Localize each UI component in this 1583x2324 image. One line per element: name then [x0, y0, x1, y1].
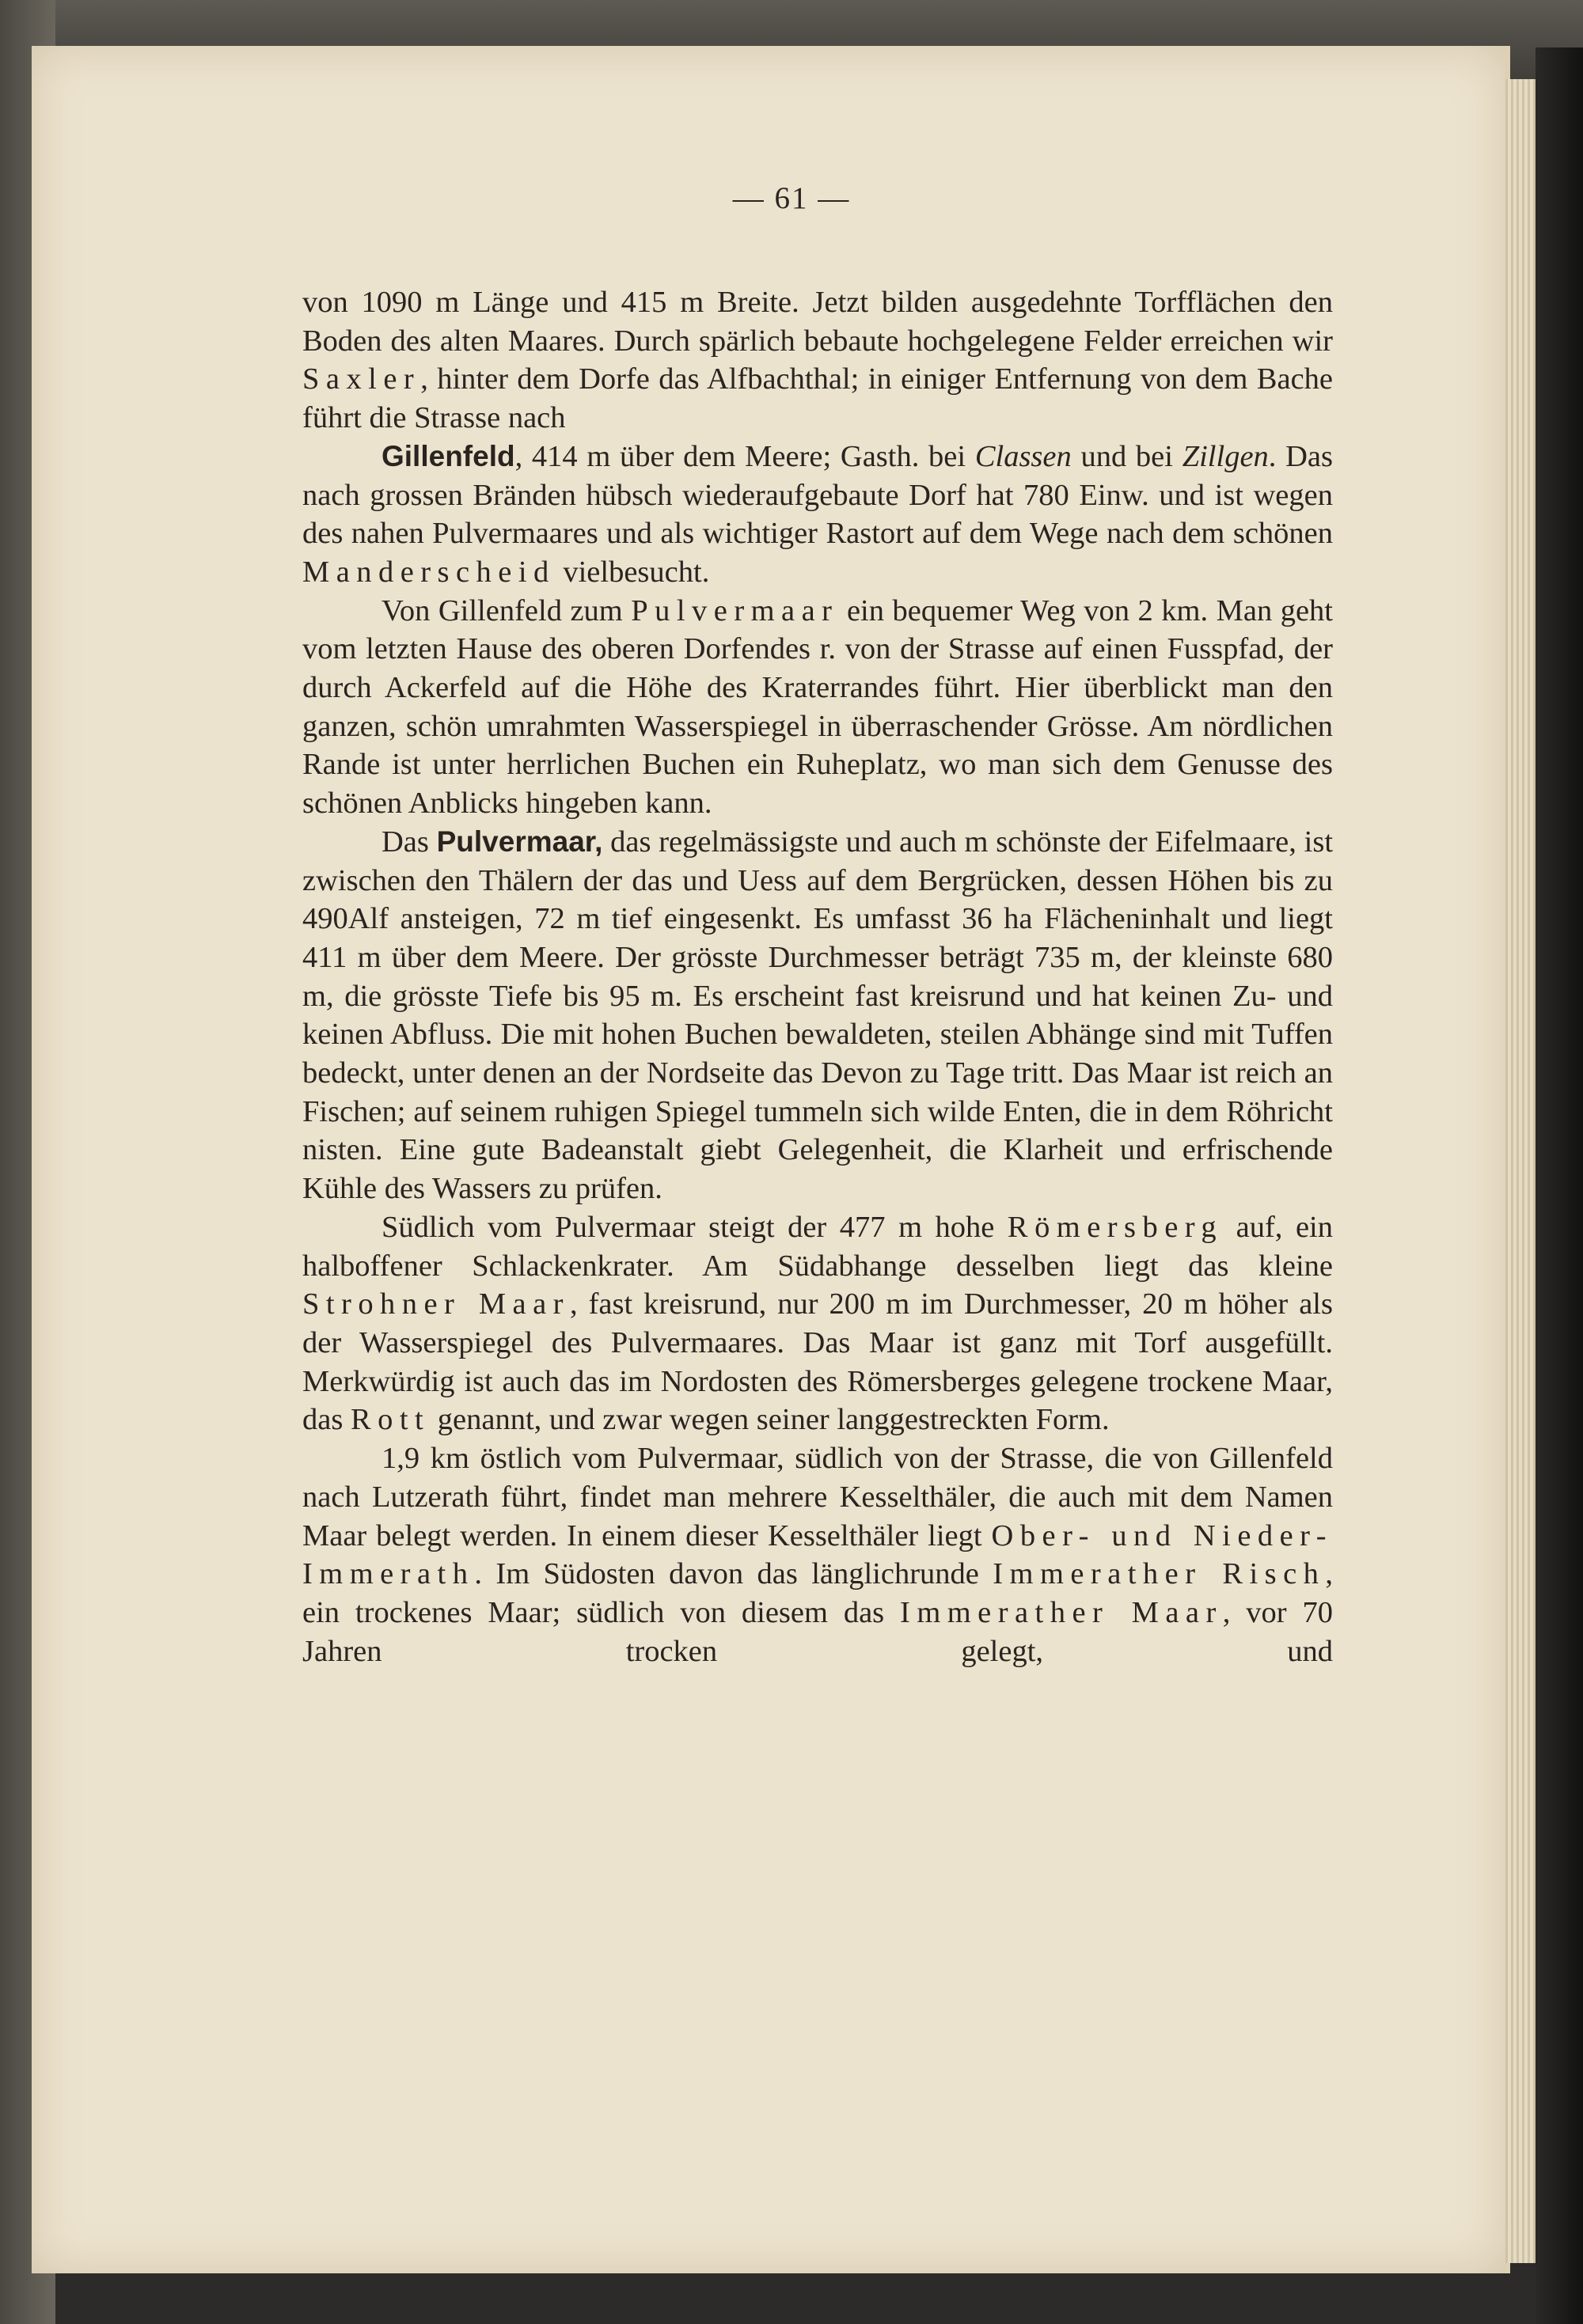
italic-name: Zillgen	[1182, 439, 1269, 473]
page-edges	[1505, 79, 1536, 2263]
page-number: — 61 —	[732, 181, 851, 215]
paragraph	[302, 592, 1333, 823]
place-heading: Gillenfeld	[382, 439, 515, 472]
spaced-name: Strohner Maar	[302, 1287, 570, 1321]
spaced-name: Immerather Risch	[993, 1557, 1326, 1591]
paragraph	[302, 1208, 1333, 1439]
text-run: Südlich vom Pulvermaar steigt der 477 m hohe	[382, 1210, 1008, 1244]
text-run: das regelmässigste und auch m schönste der Eifelmaare, ist zwischen den Thälern der das und Uess auf dem Bergrücken, dessen Höhen bis zu 490Alf ansteigen, 72 m tief eingesenkt. Es umfasst 36 ha Flächeninhalt und liegt 411 m über dem Meere. Der grösste Durchmesser beträgt 735 m, der kleinste 680 m, die grösste Tiefe bis 95 m. Es erscheint fast kreisrund und hat keinen Zu- und keinen Abfluss. Die mit hohen Buchen bewaldeten, steilen Abhänge sind mit Tuffen bedeckt, unter denen an der Nordseite das Devon zu Tage tritt. Das Maar ist reich an Fischen; auf seinem ruhigen Spiegel tummeln sich wilde Enten, die in dem Röhricht nisten. Eine gute Badeanstalt giebt Gelegenheit, die Klarheit und erfrischende Kühle des Wassers zu prüfen.	[302, 825, 1334, 1206]
book-spine	[1536, 47, 1583, 2324]
text-run: auf, ein halboffener Schlackenkrater. Am Südabhange desselben liegt das kleine	[302, 1210, 1333, 1283]
place-heading: Pulvermaar,	[436, 825, 603, 858]
paragraph	[302, 283, 1333, 438]
text-run: , ein trockenes Maar; südlich von diesem das	[302, 1557, 1333, 1629]
spaced-name: Römersberg	[1007, 1210, 1224, 1244]
text-run: , hinter dem Dorfe das Alfbachthal; in einiger Entfernung von dem Bache führt die Strasse nach	[302, 362, 1333, 435]
text-run: von 1090 m Länge und 415 m Breite. Jetzt bilden ausgedehnte Torfflächen den Boden des alten Maares. Durch spärlich bebaute hochgelegene Felder erreichen wir	[302, 286, 1333, 358]
italic-name: Classen	[974, 439, 1072, 473]
text-run: . Das nach grossen Bränden hübsch wiederaufgebaute Dorf hat 780 Einw. und ist wegen des nahen Pulvermaares und als wichtiger Rastort auf dem Wege nach dem schönen	[302, 439, 1333, 551]
spaced-name: Manderscheid	[302, 555, 556, 589]
text-run: Von Gillenfeld zum	[382, 593, 632, 627]
body-text	[302, 283, 1333, 1670]
text-run: , 414 m über dem Meere; Gasth. bei	[514, 439, 975, 473]
paragraph	[302, 823, 1333, 1208]
text-run: und bei	[1071, 439, 1183, 473]
text-run: , vor 70 Jahren trocken gelegt, und	[302, 1595, 1333, 1668]
text-run: ein bequemer Weg von 2 km. Man geht vom letzten Hause des oberen Dorfendes r. von der Strasse auf einen Fusspfad, der durch Ackerfeld auf die Höhe des Kraterrandes führt. Hier überblickt man den ganzen, schön umrahmten Wasserspiegel in überraschender Grösse. Am nördlichen Rande ist unter herrlichen Buchen ein Ruheplatz, wo man sich dem Genusse des schönen Anblicks hingeben kann.	[302, 593, 1333, 821]
spaced-name: Saxler	[302, 362, 421, 396]
paragraph	[302, 1439, 1333, 1670]
text-run: genannt, und zwar wegen seiner langgestreckten Form.	[430, 1403, 1110, 1437]
text-run: 1,9 km östlich vom Pulvermaar, südlich von der Strasse, die von Gillenfeld nach Lutzerath führt, findet man mehrere Kesselthäler, die auch mit dem Namen Maar belegt werden. In einem dieser Kesselthäler liegt	[302, 1442, 1333, 1552]
text-run: . Im Südosten davon das länglichrunde	[474, 1557, 993, 1591]
spaced-name: Immerather Maar	[900, 1595, 1223, 1629]
text-run: vielbesucht.	[555, 555, 710, 589]
spaced-name: Rott	[350, 1403, 431, 1437]
text-run: Das	[382, 825, 437, 859]
paragraph	[302, 438, 1333, 592]
spaced-name: Ober- und Nieder-Immerath	[302, 1518, 1333, 1591]
spaced-name: Pulvermaar	[631, 593, 839, 627]
text-run: , fast kreisrund, nur 200 m im Durchmesser, 20 m höher als der Wasserspiegel des Pulvermaares. Das Maar ist ganz mit Torf ausgefüllt. Merkwürdig ist auch das im Nordosten des Römersberges gelegene trockene Maar, das	[302, 1287, 1333, 1437]
